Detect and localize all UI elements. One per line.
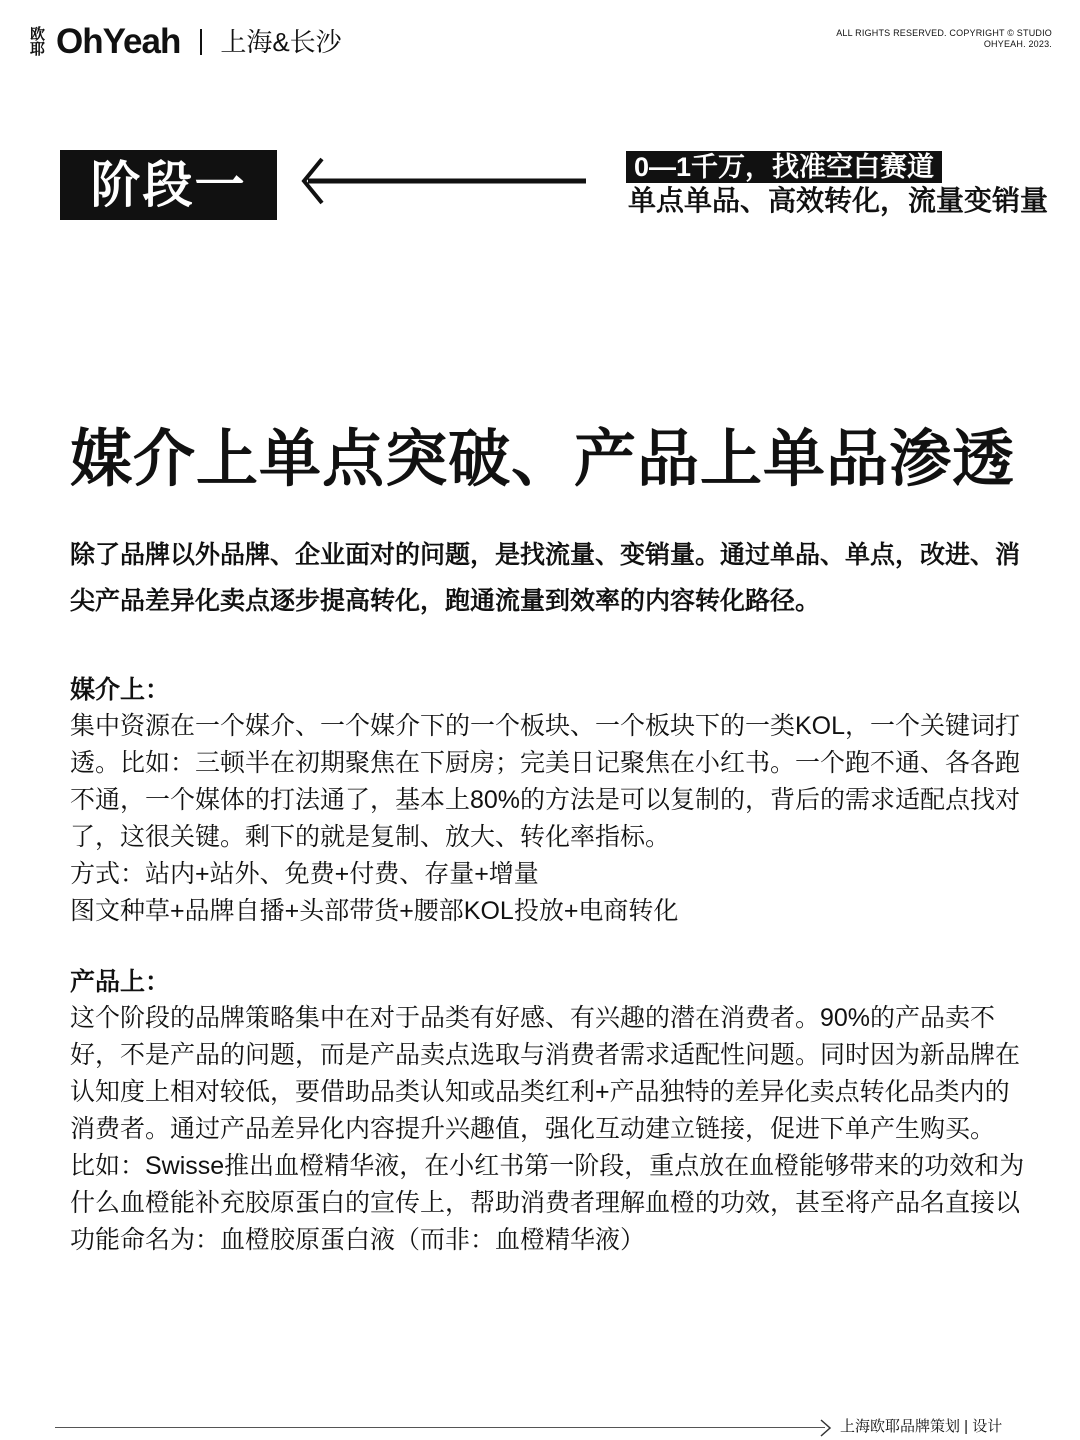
media-section	[70, 672, 1025, 930]
stage-label: 阶段一	[60, 150, 277, 220]
media-paragraph: 方式：站内+站外、免费+付费、存量+增量	[70, 860, 539, 888]
footer-divider	[55, 1427, 825, 1428]
brand-header	[30, 22, 342, 62]
copyright-line-1: ALL RIGHTS RESERVED. COPYRIGHT © STUDIO	[836, 28, 1052, 38]
brand-logo: OhYeah	[56, 22, 181, 61]
page-title: 媒介上单点突破、产品上单品渗透	[70, 425, 1016, 494]
footer-credit: 上海欧耶品牌策划 | 设计	[840, 1418, 1003, 1435]
brand-chinese-mark: 欧耶	[30, 26, 46, 58]
product-paragraph: 比如：Swisse推出血橙精华液，在小红书第一阶段，重点放在血橙能够带来的功效和为什么血橙能补充胶原蛋白的宣传上，帮助消费者理解血橙的功效，甚至将产品名直接以功能命名为：血橙胶原蛋白液（而非：血橙精华液）	[70, 1152, 1025, 1254]
intro-paragraph: 除了品牌以外品牌、企业面对的问题，是找流量、变销量。通过单品、单点，改进、消尖产品差异化卖点逐步提高转化，跑通流量到效率的内容转化路径。	[70, 541, 1021, 615]
media-paragraph: 集中资源在一个媒介、一个媒介下的一个板块、一个板块下的一类KOL，一个关键词打透。比如：三顿半在初期聚焦在下厨房；完美日记聚焦在小红书。一个跑不通、各各跑不通，一个媒体的打法通了，基本上80%的方法是可以复制的，背后的需求适配点找对了，这很关键。剩下的就是复制、放大、转化率指标。	[70, 712, 1021, 851]
chevron-right-icon	[818, 1418, 834, 1438]
media-paragraph: 图文种草+品牌自播+头部带货+腰部KOL投放+电商转化	[70, 897, 679, 925]
product-section	[70, 964, 1025, 1259]
product-section-body	[70, 1000, 1025, 1259]
copyright-notice	[812, 28, 1052, 50]
brand-city: 上海&长沙	[220, 27, 342, 57]
media-section-title: 媒介上：	[70, 676, 171, 704]
media-section-body	[70, 708, 1025, 930]
stage-tag: 0—1千万，找准空白赛道	[626, 151, 942, 183]
left-arrow-icon	[296, 155, 591, 207]
product-paragraph: 这个阶段的品牌策略集中在对于品类有好感、有兴趣的潜在消费者。90%的产品卖不好，不是产品的问题，而是产品卖点选取与消费者需求适配性问题。同时因为新品牌在认知度上相对较低，要借助品类认知或品类红利+产品独特的差异化卖点转化品类内的消费者。通过产品差异化内容提升兴趣值，强化互动建立链接，促进下单产生购买。	[70, 1004, 1021, 1143]
copyright-line-2: OHYEAH. 2023.	[983, 39, 1052, 49]
product-section-title: 产品上：	[70, 968, 171, 996]
stage-subtitle: 单点单品、高效转化，流量变销量	[628, 185, 1049, 216]
brand-divider	[200, 29, 202, 55]
